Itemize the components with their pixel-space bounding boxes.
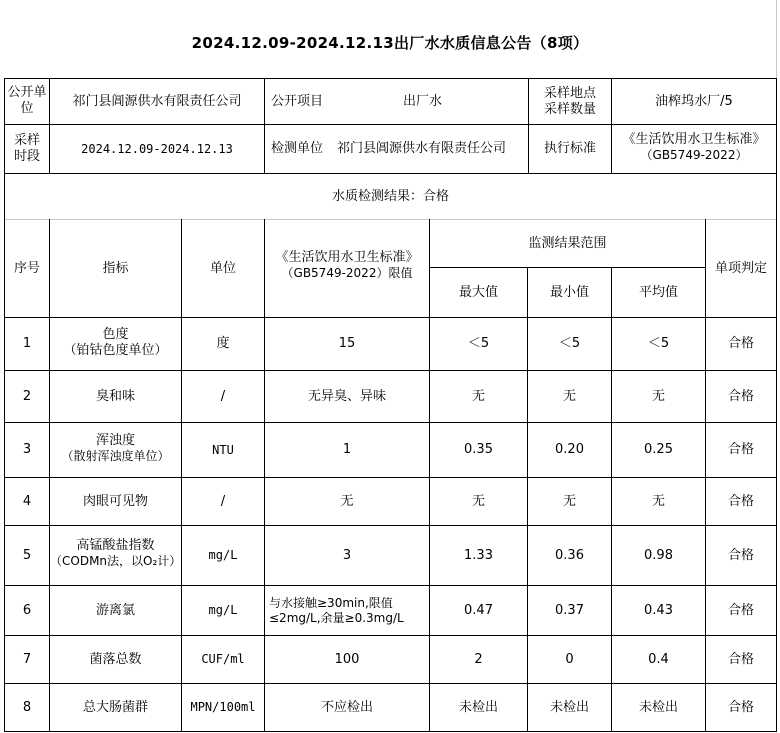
unit-label-text: 公开单位 <box>7 85 47 116</box>
standard-value-line2: （GB5749-2022） <box>640 148 748 162</box>
row-3-limit: 1 <box>342 442 352 457</box>
row-5-note: （CODMn法，以O₂计） <box>50 554 182 568</box>
row-3-indicator <box>50 423 181 477</box>
row-3-avg: 0.25 <box>644 442 673 457</box>
page-title: 2024.12.09-2024.12.13出厂水水质信息公告（8项） <box>191 34 589 52</box>
row-1-verdict: 合格 <box>727 336 754 351</box>
test-value: 祁门县阊源供水有限责任公司 <box>337 141 507 156</box>
row-5-limit: 3 <box>342 547 352 563</box>
header-range: 监测结果范围 <box>528 235 607 251</box>
row-1-min: ＜5 <box>558 336 581 351</box>
row-6-seq: 6 <box>22 602 32 618</box>
row-8-verdict: 合格 <box>727 699 754 715</box>
row-3-max: 0.35 <box>464 442 493 457</box>
row-1-unit: 度 <box>216 336 230 351</box>
item-value: 出厂水 <box>403 93 443 109</box>
row-5-max: 1.33 <box>464 547 493 563</box>
grid-line <box>4 731 777 732</box>
site-value: 油榨坞水厂/5 <box>655 93 733 109</box>
row-8-name: 总大肠菌群 <box>82 699 148 715</box>
header-seq: 序号 <box>13 260 40 276</box>
row-5-seq: 5 <box>22 547 32 563</box>
site-label <box>529 79 611 124</box>
header-min: 最小值 <box>549 284 589 300</box>
row-2-max: 无 <box>471 388 485 404</box>
header-limit-line1: 《生活饮用水卫生标准》 <box>275 250 419 265</box>
row-8-limit: 不应检出 <box>320 699 373 715</box>
unit-label <box>5 79 49 124</box>
grid-line <box>776 0 777 78</box>
standard-value-line1: 《生活饮用水卫生标准》 <box>622 132 766 147</box>
item-label: 公开项目 <box>271 93 324 109</box>
row-4-max: 无 <box>471 493 485 509</box>
row-7-limit: 100 <box>334 651 360 667</box>
test-label: 检测单位 <box>271 141 324 156</box>
row-2-min: 无 <box>562 388 576 404</box>
site-label-text: 采样地点采样数量 <box>543 85 596 117</box>
row-4-verdict: 合格 <box>727 493 754 509</box>
row-8-unit: MPN/100ml <box>190 700 256 714</box>
row-5-unit: mg/L <box>208 548 238 562</box>
row-7-verdict: 合格 <box>727 651 754 667</box>
header-verdict: 单项判定 <box>714 260 767 276</box>
row-3-verdict: 合格 <box>727 442 754 457</box>
row-7-min: 0 <box>565 651 574 667</box>
row-3-name: 浑浊度 <box>95 433 135 448</box>
row-4-avg: 无 <box>651 493 665 509</box>
row-2-verdict: 合格 <box>727 388 754 404</box>
unit-value: 祁门县阊源供水有限责任公司 <box>72 93 242 109</box>
period-label <box>5 125 49 173</box>
row-5-avg: 0.98 <box>644 547 673 563</box>
row-7-avg: 0.4 <box>648 651 669 667</box>
row-6-name: 游离氯 <box>95 602 135 618</box>
standard-value <box>612 125 776 173</box>
row-1-note: （铂钴色度单位） <box>63 343 168 358</box>
row-6-limit: 与水接触≥30min,限值≤2mg/L,余量≥0.3mg/L <box>269 595 404 625</box>
row-1-indicator <box>50 318 181 370</box>
header-max: 最大值 <box>458 284 498 300</box>
row-2-name: 臭和味 <box>95 388 135 404</box>
row-8-max: 未检出 <box>458 699 498 715</box>
row-8-avg: 未检出 <box>638 699 678 715</box>
row-7-name: 菌落总数 <box>89 651 142 667</box>
row-4-min: 无 <box>562 493 576 509</box>
grid-line <box>776 78 777 732</box>
row-1-avg: ＜5 <box>647 336 670 351</box>
row-6-max: 0.47 <box>464 602 493 618</box>
row-1-limit: 15 <box>338 336 356 351</box>
row-7-seq: 7 <box>22 651 32 667</box>
row-3-note: （散射浑浊度单位） <box>61 449 170 463</box>
row-5-indicator <box>50 526 181 585</box>
row-6-avg: 0.43 <box>644 602 673 618</box>
row-5-name: 高锰酸盐指数 <box>76 538 155 553</box>
row-6-min: 0.37 <box>555 602 584 618</box>
row-3-unit: NTU <box>212 442 234 457</box>
row-4-limit: 无 <box>340 493 354 509</box>
row-6-verdict: 合格 <box>727 602 754 618</box>
period-label-text: 采样时段 <box>13 133 40 164</box>
row-7-max: 2 <box>474 651 483 667</box>
row-8-min: 未检出 <box>549 699 589 715</box>
header-indicator: 指标 <box>102 260 129 276</box>
row-8-seq: 8 <box>22 699 32 715</box>
row-4-seq: 4 <box>22 493 32 509</box>
standard-label: 执行标准 <box>543 141 596 156</box>
row-1-max: ＜5 <box>467 336 490 351</box>
header-unit: 单位 <box>209 260 236 276</box>
header-limit <box>265 220 429 317</box>
period-value: 2024.12.09-2024.12.13 <box>81 141 233 156</box>
row-3-min: 0.20 <box>555 442 584 457</box>
row-4-unit: / <box>220 493 226 509</box>
row-6-unit: mg/L <box>208 603 238 617</box>
row-1-seq: 1 <box>22 336 32 351</box>
row-2-seq: 2 <box>22 388 32 404</box>
row-3-seq: 3 <box>22 442 32 457</box>
row-4-name: 肉眼可见物 <box>82 493 148 509</box>
header-avg: 平均值 <box>638 284 678 300</box>
row-5-verdict: 合格 <box>727 547 754 563</box>
row-2-unit: / <box>220 388 226 404</box>
row-1-name: 色度 <box>102 327 129 342</box>
row-2-avg: 无 <box>651 388 665 404</box>
row-7-unit: CUF/ml <box>201 652 245 666</box>
result-line: 水质检测结果：合格 <box>331 188 449 204</box>
header-limit-line2: （GB5749-2022）限值 <box>281 266 413 280</box>
row-5-min: 0.36 <box>555 547 584 563</box>
row-2-limit: 无异臭、异味 <box>307 388 386 404</box>
